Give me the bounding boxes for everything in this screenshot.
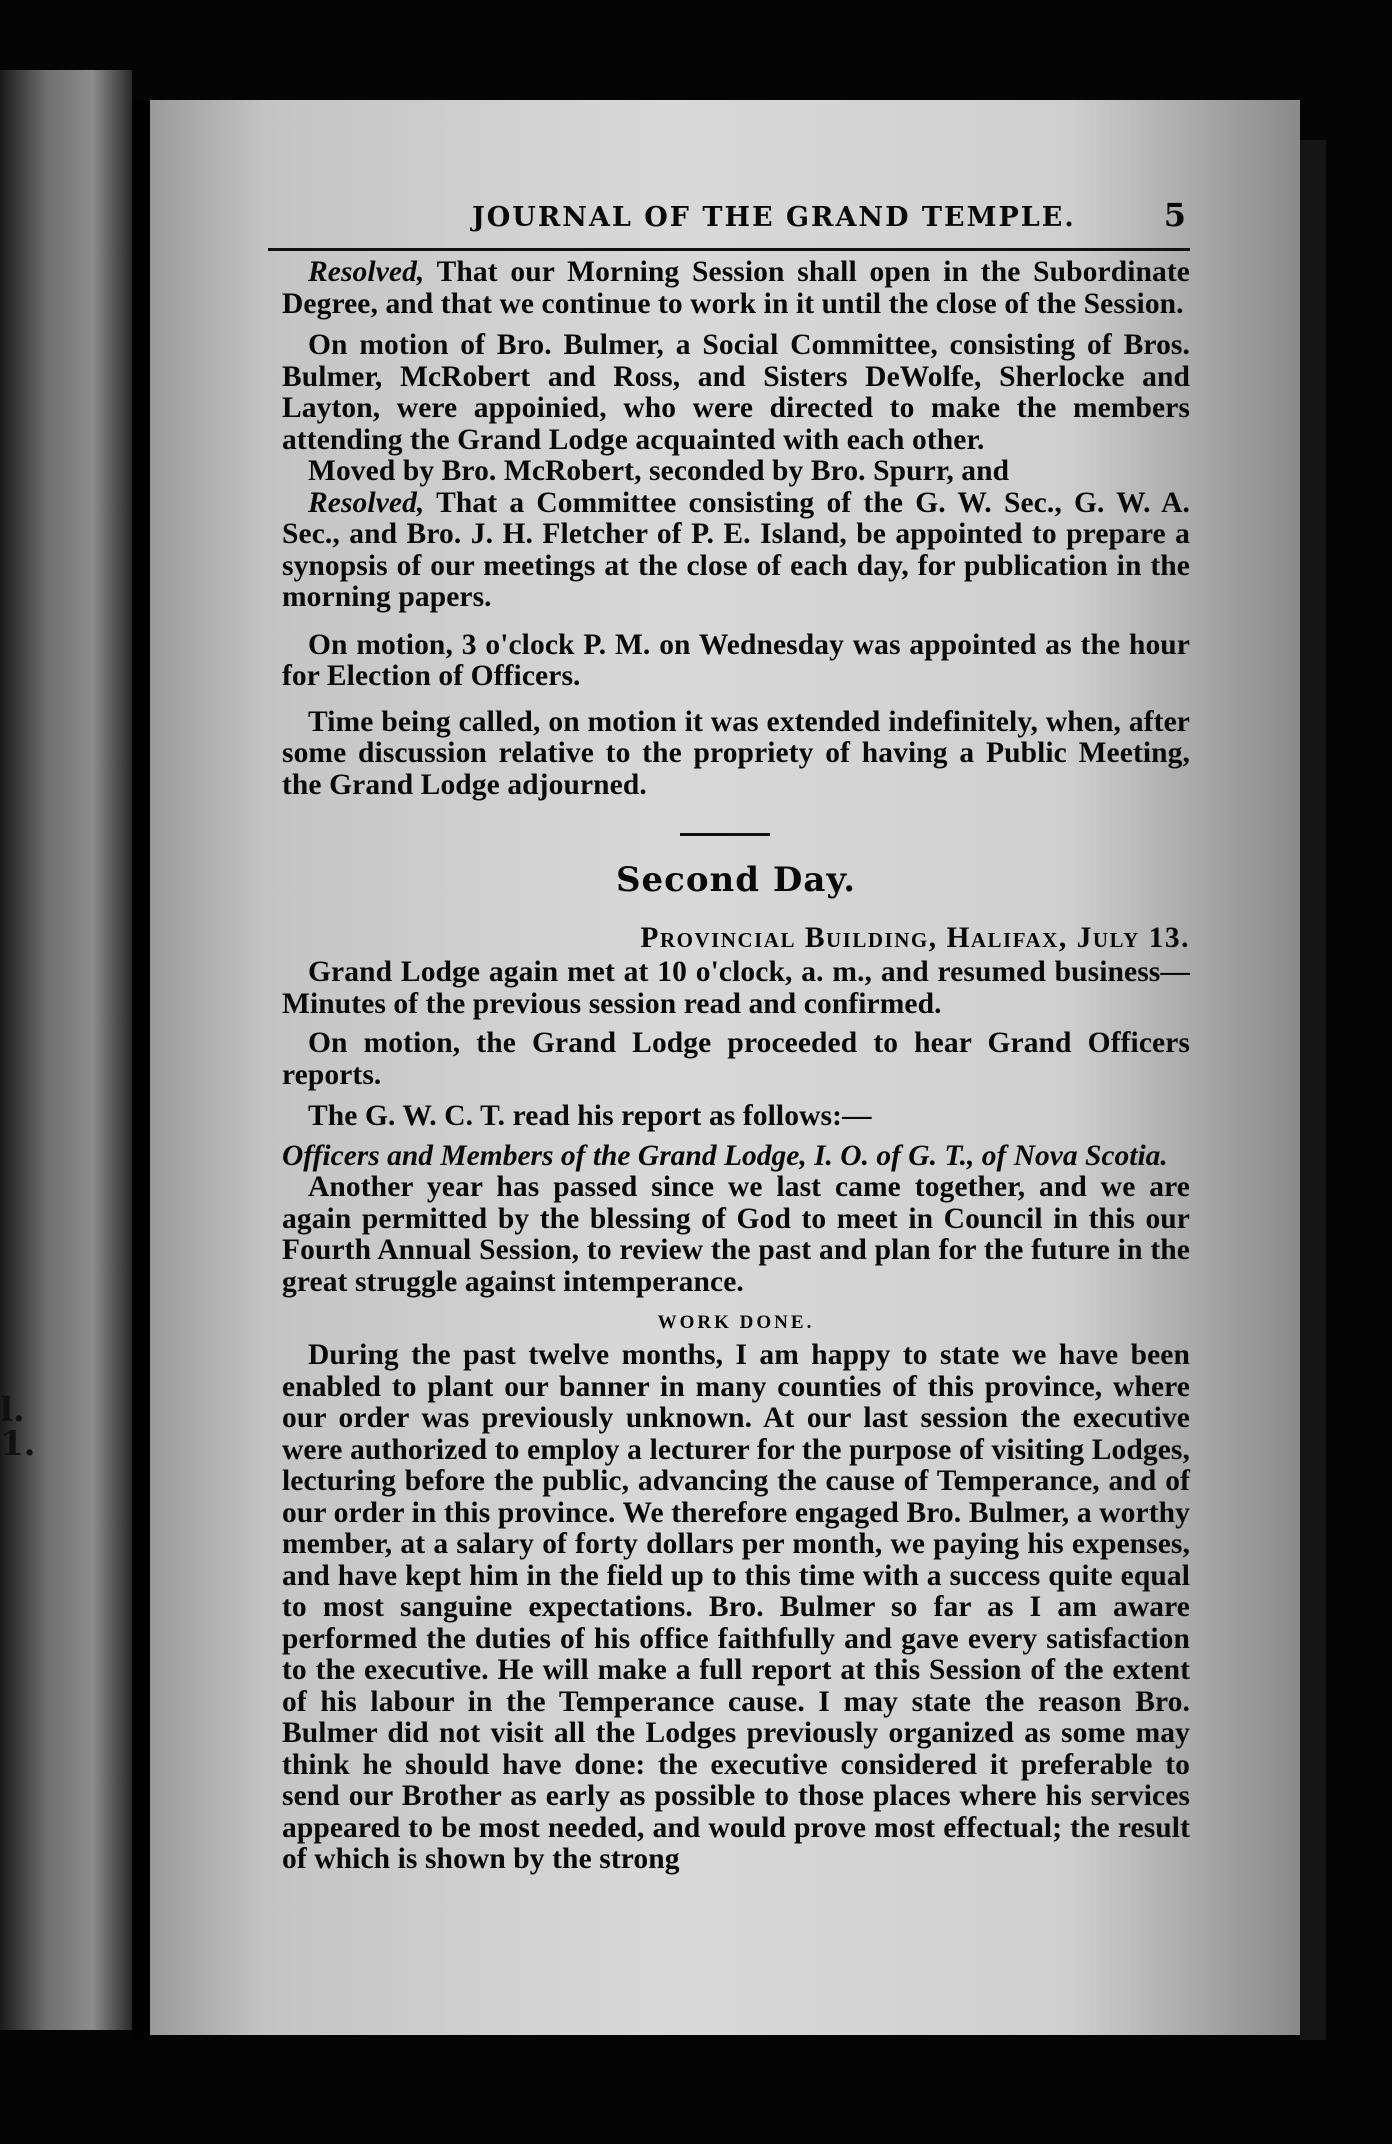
header-rule (268, 248, 1190, 251)
report-opening (282, 1172, 1190, 1298)
report-subhead: WORK DONE. (657, 1312, 815, 1333)
paragraph: Grand Lodge again met at 10 o'clock, a. m., and resumed business—Minutes of the previous session read and confirmed. (282, 956, 1190, 1020)
dateline: Provincial Building, Halifax, July 13. (640, 922, 1190, 954)
session-two-minutes (282, 957, 1190, 1133)
paragraph (282, 456, 1190, 488)
section-title: Second Day. (615, 860, 857, 900)
paragraph: The G. W. C. T. read his report as follows:— (308, 1100, 872, 1132)
resolved-lead: Resolved, (308, 256, 425, 288)
paragraph: On motion, the Grand Lodge proceeded to hear Grand Officers reports. (282, 1027, 1190, 1091)
paragraph-text: That a Committee consisting of the G. W. Sec., G. W. A. Sec., and Bro. J. H. Fletcher of P. E. Island, be appointed to prepare a synopsis of our meetings at the close of each day, for publication in the morning papers. (282, 486, 1190, 613)
section-divider (680, 833, 770, 836)
paragraph: Another year has passed since we last came together, and we are again permitted by the blessing of God to meet in Council in this our Fourth Annual Session, to review the past and plan for the future in the great struggle against intemperance. (282, 1171, 1190, 1298)
paragraph (282, 630, 1190, 693)
work-done-section (282, 1340, 1190, 1876)
paragraph: During the past twelve months, I am happy to state we have been enabled to plant our banner in many counties of this province, where our order was previously unknown. At our last session the executive were authorized to employ a lecturer for the purpose of visiting Lodges, lecturing before the public, advancing the cause of Temperance, and of our order in this province. We therefore engaged Bro. Bulmer, a worthy member, at a salary of forty dollars per month, we paying his expenses, and have kept him in the field up to this time with a success quite equal to most sanguine expectations. Bro. Bulmer so far as I am aware performed the duties of his office faithfully and gave every satisfaction to the executive. He will make a full report at this Session of the extent of his labour in the Temperance cause. I may state the reason Bro. Bulmer did not visit all the Lodges previously organized as some may think he should have done: the executive considered it preferable to send our Brother as early as possible to those places where his services appeared to be most needed, and would prove most effectual; the result of which is shown by the strong (282, 1339, 1190, 1875)
paragraph-text: That our Morning Session shall open in the Subordinate Degree, and that we continue to work in it until the close of the Session. (282, 256, 1190, 320)
facing-page-edge (0, 70, 132, 2030)
paragraph (282, 488, 1190, 614)
page-number: 5 (1163, 196, 1186, 234)
paragraph (282, 257, 1190, 320)
paragraph-text: Moved by Bro. McRobert, seconded by Bro. Spurr, and (308, 455, 1010, 487)
page-edge-shadow (1300, 140, 1326, 2040)
paragraph-text: On motion, 3 o'clock P. M. on Wednesday was appointed as the hour for Election of Officers. (282, 628, 1190, 692)
paragraph (282, 707, 1190, 802)
running-head-title: JOURNAL OF THE GRAND TEMPLE. (472, 202, 1076, 233)
report-address: Officers and Members of the Grand Lodge, I. O. of G. T., of Nova Scotia. (282, 1139, 1168, 1172)
running-head (282, 196, 1190, 234)
session-one-minutes (282, 257, 1190, 801)
facing-page-fragment: l. (0, 1390, 25, 1430)
paragraph-text: Time being called, on motion it was extended indefinitely, when, after some discussion relative to the propriety of having a Public Meeting, the Grand Lodge adjourned. (282, 705, 1190, 801)
book-page (150, 100, 1300, 2035)
paragraph (282, 330, 1190, 456)
facing-page-fragment: 1. (0, 1424, 36, 1464)
book-gutter (132, 100, 150, 2040)
resolved-lead: Resolved, (308, 486, 425, 519)
paragraph-text: On motion of Bro. Bulmer, a Social Committee, consisting of Bros. Bulmer, McRobert and Ross, and Sisters DeWolfe, Sherlocke and Layton, were appoinied, who were directed to make the members attending the Grand Lodge acquainted with each other. (282, 329, 1190, 456)
